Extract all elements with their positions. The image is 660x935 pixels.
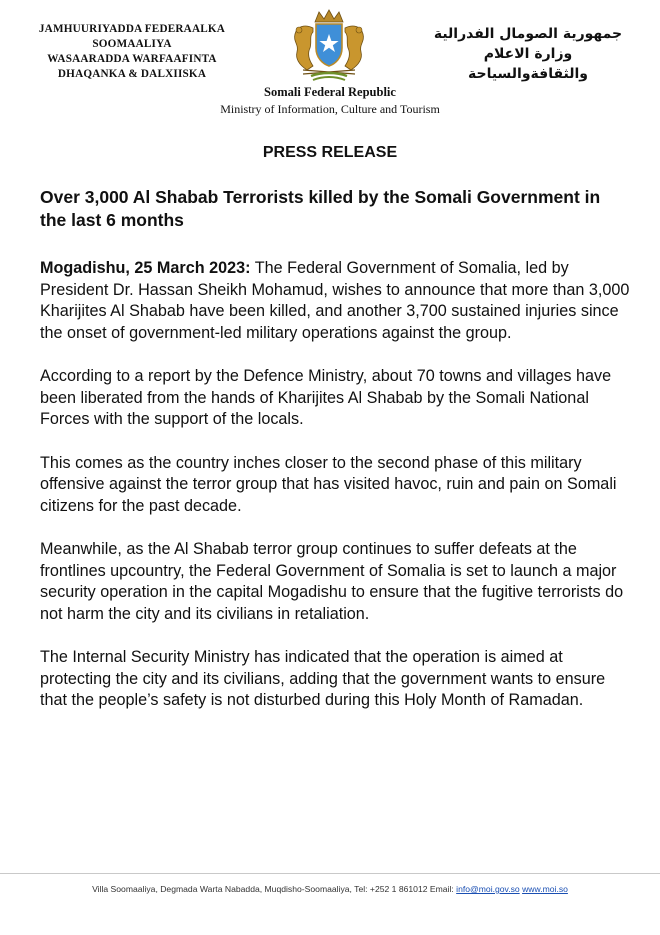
body-paragraph: According to a report by the Defence Ministry, about 70 towns and villages have been liberated from the hands of Kharijites Al Shabab by the Somali National Forces with the support of the locals.	[40, 367, 612, 428]
letterhead-arabic-name	[418, 24, 638, 84]
letterhead-somali-name	[22, 22, 242, 82]
letterhead-somali-line: DHAQANKA & DALXIISKA	[57, 68, 207, 80]
letterhead-english-name	[180, 84, 480, 117]
letterhead-somali-line: WASAARADDA WARFAAFINTA	[47, 53, 217, 65]
letterhead-somali-line: JAMHUURIYADDA FEDERAALKA	[38, 23, 226, 35]
document-title: PRESS RELEASE	[262, 144, 398, 161]
letterhead-somali-line: SOOMAALIYA	[92, 38, 172, 50]
footer-divider	[0, 873, 660, 874]
letterhead-arabic-line: جمهورية الصومال الفدرالية	[433, 26, 623, 42]
somali-coat-of-arms-icon	[283, 8, 375, 84]
body-paragraph: This comes as the country inches closer to the second phase of this military offensive against the terror group that has visited havoc, ruin and pain on Somali citizens for the past decade.	[40, 453, 617, 515]
letterhead-arabic-line: وزارة الاعلام	[483, 46, 573, 62]
press-release-headline: Over 3,000 Al Shabab Terrorists killed by the Somali Government in the last 6 months	[40, 187, 601, 230]
body-paragraph: Meanwhile, as the Al Shabab terror group continues to suffer defeats at the frontlines upcountry, the Federal Government of Somalia is set to launch a major security operation in the capital Mogadishu to ensure that the fugitive terrorists do not harm the city and its civilians in retaliation.	[40, 540, 624, 623]
ministry-name: Ministry of Information, Culture and Tourism	[220, 102, 440, 116]
letterhead-arabic-line: والثقافةوالسياحة	[467, 66, 589, 82]
dateline: Mogadishu, 25 March 2023:	[40, 259, 251, 277]
footer-website-link[interactable]: www.moi.so	[522, 884, 568, 894]
footer-contact	[0, 884, 660, 894]
republic-name: Somali Federal Republic	[264, 85, 396, 99]
body-paragraph	[40, 258, 630, 344]
press-release-body	[40, 258, 630, 734]
footer-email-link[interactable]: info@moi.gov.so	[456, 884, 520, 894]
footer-address: Villa Soomaaliya, Degmada Warta Nabadda, Muqdisho-Soomaaliya, Tel: +252 1 861012 Email:	[92, 884, 457, 894]
body-paragraph: The Internal Security Ministry has indicated that the operation is aimed at protecting the city and its civilians, adding that the government wants to ensure that the people’s safety is not disturbed during this Holy Month of Ramadan.	[40, 648, 606, 709]
letterhead	[0, 0, 660, 125]
paragraph-text: The Federal Government of Somalia, led by President Dr. Hassan Sheikh Mohamud, wishes to announce that more than 3,000 Kharijites Al Shabab have been killed, and another 3,700 sustained injuries since the onset of government-led military operations against the group.	[40, 259, 630, 342]
